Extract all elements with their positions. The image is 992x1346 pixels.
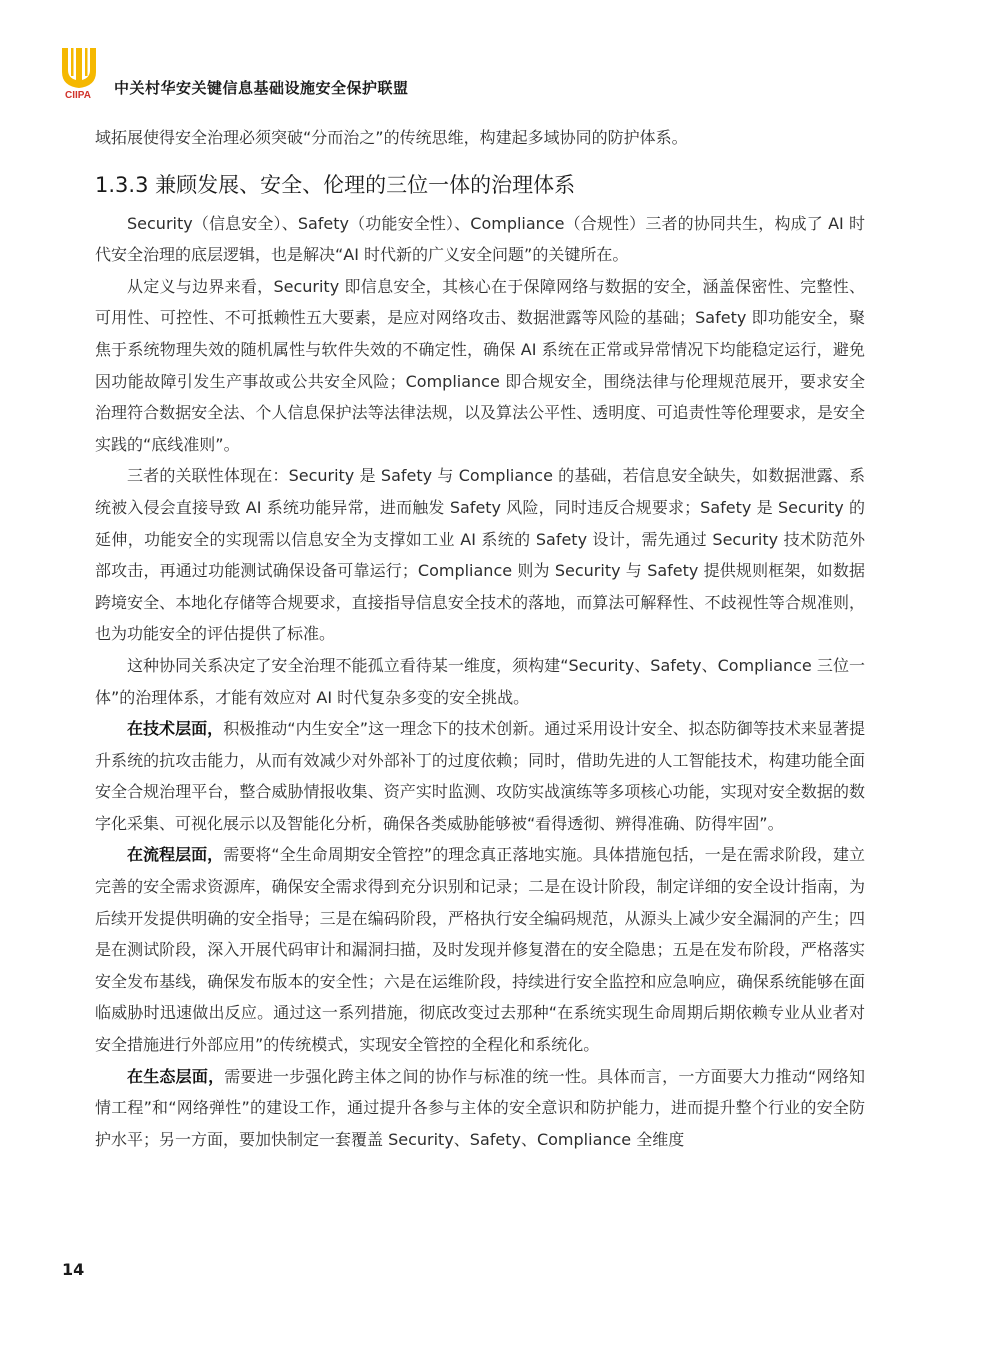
logo-text: CIIPA bbox=[65, 90, 91, 100]
page-number: 14 bbox=[62, 1260, 85, 1279]
process-lead: 在流程层面， bbox=[127, 845, 224, 865]
process-text: 需要将“全生命周期安全管控”的理念真正落地实施。具体措施包括，一是在需求阶段，建立完善的安全需求资源库，确保安全需求得到充分识别和记录；二是在设计阶段，制定详细的安全设计指南，为后续开发提供明确的安全指导；三是在编码阶段，严格执行安全编码规范，从源头上减少安全漏洞的产生；四是在测试阶段，深入开展代码审计和漏洞扫描，及时发现并修复潜在的安全隐患；五是在发布阶段，严格落实安全发布基线，确保发布版本的安全性；六是在运维阶段，持续进行安全监控和应急响应，确保系统能够在面临威胁时迅速做出反应。通过这一系列措施，彻底改变过去那种“在系统实现生命周期后期依赖专业从业者对安全措施进行外部应用”的传统模式，实现安全管控的全程化和系统化。 bbox=[95, 845, 865, 1055]
ecosystem-lead: 在生态层面， bbox=[127, 1066, 225, 1086]
ciipa-logo bbox=[58, 44, 98, 100]
paragraph-2: 从定义与边界来看，Security 即信息安全，其核心在于保障网络与数据的安全，涵盖保密性、完整性、可用性、可控性、不可抵赖性五大要素，是应对网络攻击、数据泄露等风险的基础；Safety 即功能安全，聚焦于系统物理失效的随机属性与软件失效的不确定性，确保 AI 系统在正常或异常情况下均能稳定运行，避免因功能故障引发生产事故或公共安全风险；Compliance 即合规安全，围绕法律与伦理规范展开，要求安全治理符合数据安全法、个人信息保护法等法律法规，以及算法公平性、透明度、可追责性等伦理要求，是安全实践的“底线准则”。 bbox=[95, 276, 865, 454]
page-header bbox=[58, 44, 938, 104]
intro-continuation: 域拓展使得安全治理必须突破“分而治之”的传统思维，构建起多域协同的防护体系。 bbox=[95, 128, 688, 147]
ecosystem-text: 需要进一步强化跨主体之间的协作与标准的统一性。具体而言，一方面要大力推动“网络知情工程”和“网络弹性”的建设工作，通过提升各参与主体的安全意识和防护能力，进而提升整个行业的安全防护水平；另一方面，要加快制定一套覆盖 Security、Safety、Compliance 全维度 bbox=[95, 1066, 865, 1149]
paragraph-4: 这种协同关系决定了安全治理不能孤立看待某一维度，须构建“Security、Safety、Compliance 三位一体”的治理体系，才能有效应对 AI 时代复杂多变的安全挑战。 bbox=[95, 655, 865, 707]
paragraph-process bbox=[95, 839, 865, 1060]
paragraph-3: 三者的关联性体现在：Security 是 Safety 与 Compliance 的基础，若信息安全缺失，如数据泄露、系统被入侵会直接导致 AI 系统功能异常，进而触发 Safety 风险，同时违反合规要求；Safety 是 Security 的延伸，功能安全的实现需以信息安全为支撑如工业 AI 系统的 Safety 设计，需先通过 Security 技术防范外部攻击，再通过功能测试确保设备可靠运行；Compliance 则为 Security 与 Safety 提供规则框架，如数据跨境安全、本地化存储等合规要求，直接指导信息安全技术的落地，而算法可解释性、不歧视性等合规准则，也为功能安全的评估提供了标准。 bbox=[95, 466, 865, 644]
section-title: 1.3.3 兼顾发展、安全、伦理的三位一体的治理体系 bbox=[95, 172, 576, 197]
paragraph-ecosystem bbox=[95, 1061, 865, 1156]
organization-name: 中关村华安关键信息基础设施安全保护联盟 bbox=[114, 79, 409, 97]
page-content bbox=[95, 122, 865, 1155]
technology-lead: 在技术层面， bbox=[127, 719, 224, 739]
technology-text: 积极推动“内生安全”这一理念下的技术创新。通过采用设计安全、拟态防御等技术来显著提升系统的抗攻击能力，从而有效减少对外部补丁的过度依赖；同时，借助先进的人工智能技术，构建功能全面安全合规治理平台，整合威胁情报收集、资产实时监测、攻防实战演练等多项核心功能，实现对安全数据的数字化采集、可视化展示以及智能化分析，确保各类威胁能够被“看得透彻、辨得准确、防得牢固”。 bbox=[95, 719, 865, 833]
paragraph-1: Security（信息安全）、Safety（功能安全性）、Compliance（合规性）三者的协同共生，构成了 AI 时代安全治理的底层逻辑，也是解决“AI 时代新的广义安全问题”的关键所在。 bbox=[95, 213, 865, 265]
paragraph-technology bbox=[95, 713, 865, 839]
